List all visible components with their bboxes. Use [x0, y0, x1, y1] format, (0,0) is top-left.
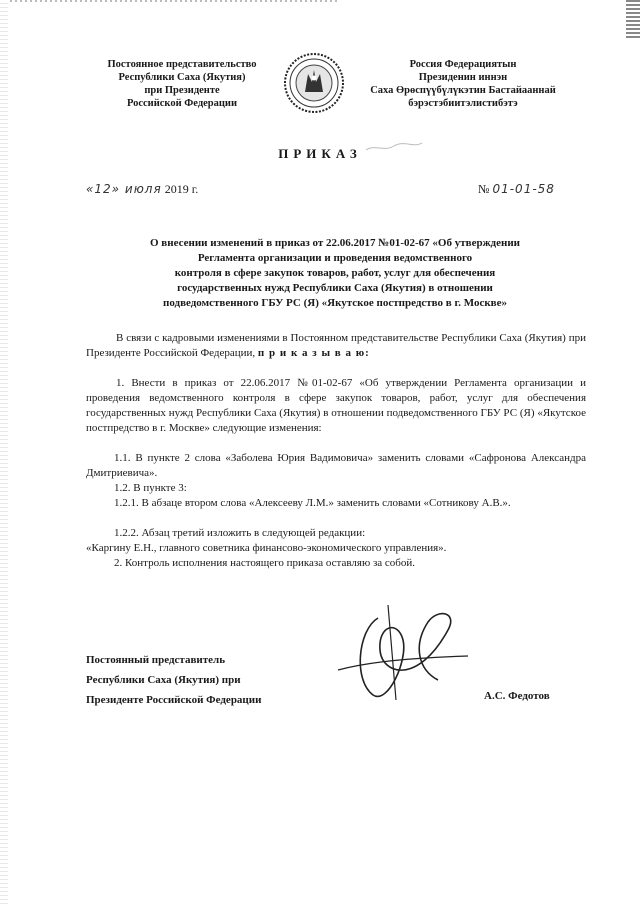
handwritten-signature	[318, 600, 478, 710]
number-handwritten: 01-01-58	[492, 182, 555, 196]
intro-paragraph	[86, 331, 586, 361]
scan-corner-mark	[626, 0, 640, 40]
header-right-block	[348, 58, 578, 110]
signatory-position	[86, 650, 261, 710]
order-word: п р и к а з ы в а ю:	[257, 347, 370, 359]
coat-of-arms-emblem	[283, 52, 345, 114]
document-date	[86, 182, 198, 197]
header-right-line: бэрэстэбиитэлистибэтэ	[408, 98, 518, 109]
number-prefix: №	[478, 182, 490, 196]
header-left-block	[82, 58, 282, 110]
date-handwritten: «12» июля	[86, 182, 162, 196]
subject-line: подведомственного ГБУ РС (Я) «Якутское постпредство в г. Москве»	[162, 297, 508, 309]
item-1-2-2: 1.2.2. Абзац третий изложить в следующей редакции:	[114, 527, 366, 539]
header-right-line: Президенин иннэн	[418, 72, 508, 83]
item-1-2: 1.2. В пункте 3:	[114, 482, 187, 494]
item-1-2-1: 1.2.1. В абзаце втором слова «Алексееву Л.М.» заменить словами «Сотникову А.В.».	[114, 497, 511, 509]
header-right-line: Саха Өрөспүүбүлүкэтин Бастайааннай	[370, 85, 556, 96]
position-line: Республики Саха (Якутия) при	[86, 674, 241, 686]
position-line: Президенте Российской Федерации	[86, 694, 262, 706]
header-right-line: Россия Федерациятын	[409, 59, 517, 70]
header-left-line: Российской Федерации	[126, 98, 238, 109]
header-left-line: Постоянное представительство	[107, 59, 257, 70]
document-subject	[90, 236, 580, 311]
document-number	[478, 182, 555, 197]
document-title: ПРИКАЗ	[278, 146, 362, 161]
date-year: 2019 г.	[164, 182, 199, 196]
item-1-2-2-quote: «Каргину Е.Н., главного советника финансово-экономического управления».	[86, 542, 447, 554]
item-1: 1. Внести в приказ от 22.06.2017 №01-02-67 «Об утверждении Регламента организации и проведения ведомственного контроля в сфере закупок товаров, работ, услуг для обеспечения государственных нужд Республики Саха (Якутия) в отношении подведомственного ГБУ РС (Я) «Якутское постпредство в г. Москве» следующие изменения:	[86, 377, 586, 434]
subject-line: О внесении изменений в приказ от 22.06.2017 №01-02-67 «Об утверждении	[149, 237, 521, 249]
item-1-1: 1.1. В пункте 2 слова «Заболева Юрия Вадимовича» заменить словами «Сафронова Александра Дмитриевича».	[86, 452, 586, 479]
subject-line: контроля в сфере закупок товаров, работ, услуг для обеспечения	[174, 267, 496, 279]
intro-text: В связи с кадровыми изменениями в Постоянном представительстве Республики Саха (Якутия) при Президенте Российской Федерации,	[86, 332, 586, 359]
subject-line: Регламента организации и проведения ведомственного	[197, 252, 473, 264]
header-left-line: при Президенте	[144, 85, 220, 96]
header-left-line: Республики Саха (Якутия)	[118, 72, 246, 83]
subject-line: государственных нужд Республики Саха (Якутия) в отношении	[177, 282, 493, 294]
item-2: 2. Контроль исполнения настоящего приказа оставляю за собой.	[114, 557, 416, 569]
scan-top-edge	[10, 0, 340, 2]
position-line: Постоянный представитель	[86, 654, 226, 666]
faint-ink-mark	[364, 140, 424, 154]
scan-edge	[0, 0, 8, 905]
signatory-name: А.С. Федотов	[484, 690, 550, 702]
